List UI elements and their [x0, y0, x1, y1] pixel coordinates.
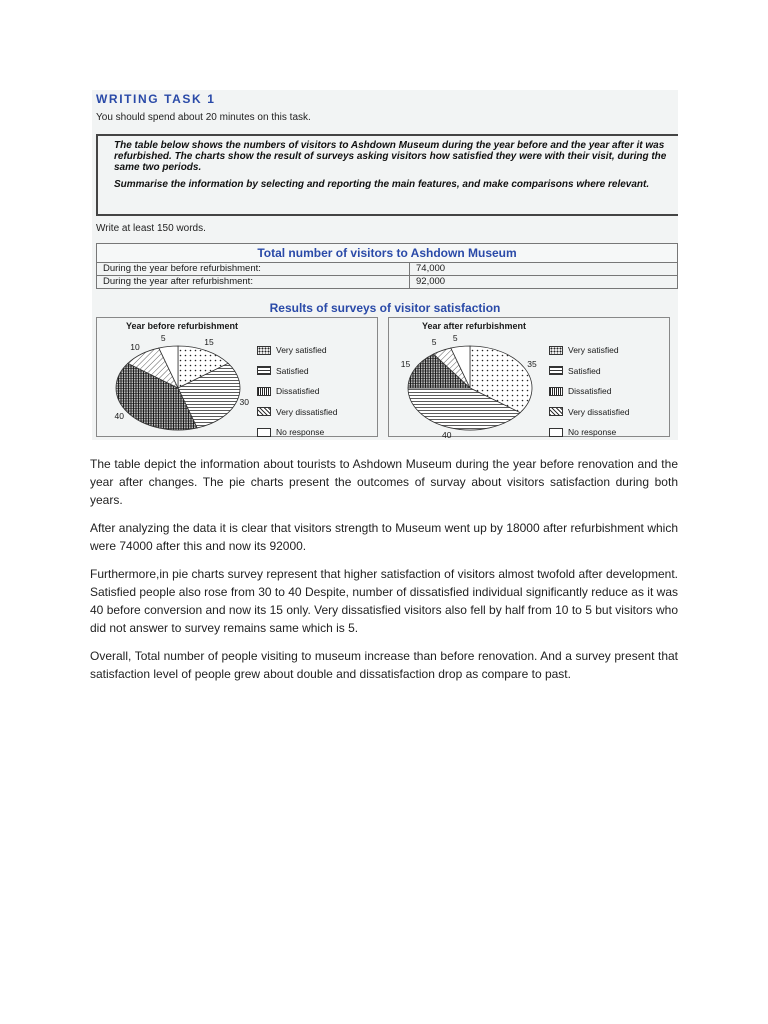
satisfied-swatch-icon — [257, 366, 271, 375]
pie-panel-before — [96, 317, 378, 437]
table-row-value: 74,000 — [410, 263, 678, 276]
prompt-text: The table below shows the numbers of visitors to Ashdown Museum during the year before and the year after it was refurbished. The charts show the result of surveys asking visitors how satisfied they were with their visit, during the same two periods. — [114, 140, 667, 173]
table-row-label: During the year before refurbishment: — [97, 263, 410, 276]
table-row-value: 92,000 — [410, 276, 678, 289]
legend-before — [257, 340, 337, 443]
word-limit: Write at least 150 words. — [96, 223, 206, 234]
pie-value-label: 15 — [400, 359, 411, 370]
legend-item — [549, 361, 629, 382]
pie-chart-after — [395, 338, 545, 434]
dissatisfied-swatch-icon — [549, 387, 563, 396]
table-row-label: During the year after refurbishment: — [97, 276, 410, 289]
survey-results-title: Results of surveys of visitor satisfaction — [269, 301, 501, 315]
legend-item — [257, 340, 337, 361]
legend-label: Satisfied — [568, 365, 601, 376]
table-row — [97, 263, 678, 276]
dissatisfied-swatch-icon — [257, 387, 271, 396]
pie-value-label: 40 — [442, 429, 452, 440]
legend-label: Satisfied — [276, 365, 309, 376]
essay-paragraph: Furthermore,in pie charts survey represent that higher satisfaction of visitors almost twofold after development. Satisfied people also rose from 30 to 40 Despite, number of dissatisfied individual significantly reduce as it was 40 before conversion and now its 15 only. Very dissatisfied visitors also fell by half from 10 to 5 but visitors who did not answer to survey remains same which is 5. — [90, 567, 678, 635]
pie-subtitle-before: Year before refurbishment — [125, 321, 239, 331]
legend-item — [549, 340, 629, 361]
pie-value-label: 40 — [114, 411, 125, 422]
satisfied-swatch-icon — [549, 366, 563, 375]
very-satisfied-swatch-icon — [549, 346, 563, 355]
legend-after — [549, 340, 629, 443]
visitor-table-title: Total number of visitors to Ashdown Museum — [97, 244, 678, 263]
pie-value-label: 5 — [452, 332, 458, 343]
pie-value-label: 5 — [160, 332, 166, 343]
legend-label: No response — [568, 427, 617, 438]
essay-paragraph: The table depict the information about tourists to Ashdown Museum during the year before renovation and the year after changes. The pie charts present the outcomes of survay about visitors satisfaction during both years. — [90, 457, 678, 507]
legend-item — [549, 402, 629, 423]
legend-label: Dissatisfied — [276, 386, 320, 397]
no-response-swatch-icon — [549, 428, 563, 437]
legend-label: Very dissatisfied — [568, 406, 630, 417]
pie-value-label: 10 — [130, 341, 140, 352]
legend-label: No response — [276, 427, 325, 438]
no-response-swatch-icon — [257, 428, 271, 437]
very-satisfied-swatch-icon — [257, 346, 271, 355]
task-title: WRITING TASK 1 — [96, 92, 216, 106]
very-dissatisfied-swatch-icon — [257, 407, 271, 416]
very-dissatisfied-swatch-icon — [549, 407, 563, 416]
legend-item — [257, 422, 337, 443]
pie-chart-before — [103, 338, 253, 434]
legend-item — [257, 361, 337, 382]
instruction-text: Summarise the information by selecting and reporting the main features, and make comparisons where relevant. — [114, 179, 650, 190]
table-row — [97, 276, 678, 289]
pie-value-label: 35 — [527, 359, 537, 370]
essay-paragraph: Overall, Total number of people visiting to museum increase than before renovation. And a survey present that satisfaction level of people grew about double and dissatisfaction drop as compare to past. — [90, 649, 678, 681]
essay — [90, 455, 678, 693]
legend-label: Very satisfied — [276, 345, 327, 356]
visitor-table — [96, 243, 678, 289]
pie-value-label: 30 — [239, 397, 249, 408]
legend-label: Very dissatisfied — [276, 406, 338, 417]
pie-panel-after — [388, 317, 670, 440]
legend-item — [549, 422, 629, 443]
pie-subtitle-after: Year after refurbishment — [421, 321, 527, 331]
essay-paragraph: After analyzing the data it is clear that visitors strength to Museum went up by 18000 after refurbishment which were 74000 after this and now its 92000. — [90, 521, 678, 553]
prompt-box — [96, 134, 678, 216]
pie-value-label: 5 — [431, 337, 437, 348]
pie-value-label: 15 — [204, 337, 214, 348]
legend-item — [257, 402, 337, 423]
task-time-note: You should spend about 20 minutes on this task. — [96, 112, 311, 123]
legend-item — [549, 381, 629, 402]
legend-label: Very satisfied — [568, 345, 619, 356]
legend-label: Dissatisfied — [568, 386, 612, 397]
legend-item — [257, 381, 337, 402]
writing-task-image — [92, 90, 678, 440]
